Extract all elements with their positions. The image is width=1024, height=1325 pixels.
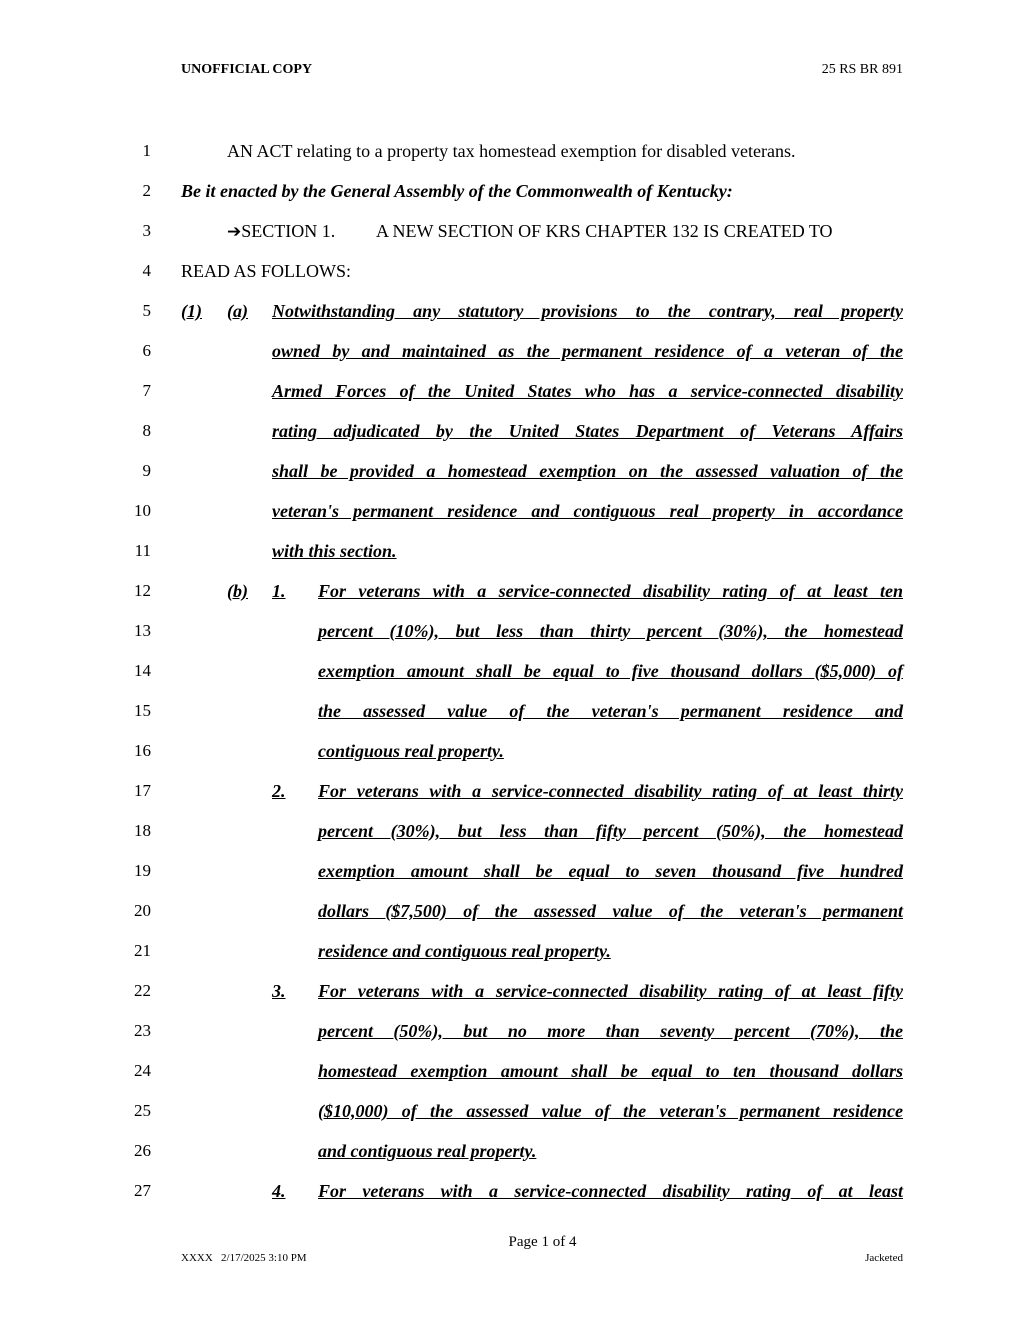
page-number: Page 1 of 4 — [508, 1234, 577, 1250]
line-number: 25 — [134, 1101, 151, 1120]
text-line: the assessed value of the veteran's permanent residence and — [318, 701, 903, 721]
text-line: owned by and maintained as the permanent residence of a veteran of the — [272, 341, 903, 361]
text-line: For veterans with a service-connected disability rating of at least thirty — [318, 781, 903, 801]
text-line: For veterans with a service-connected disability rating of at least fifty — [318, 981, 903, 1001]
act-title: AN ACT relating to a property tax homestead exemption for disabled veterans. — [227, 141, 796, 161]
line-number: 24 — [134, 1061, 151, 1080]
line-number: 15 — [134, 701, 151, 720]
text-line: rating adjudicated by the United States Department of Veterans Affairs — [272, 421, 903, 441]
section-heading — [227, 220, 335, 243]
enacting-clause: Be it enacted by the General Assembly of the Commonwealth of Kentucky: — [181, 181, 733, 201]
text-line: percent (50%), but no more than seventy percent (70%), the — [318, 1021, 903, 1041]
text-line: percent (10%), but less than thirty percent (30%), the homestead — [318, 621, 903, 641]
text-line: homestead exemption amount shall be equal to ten thousand dollars — [318, 1061, 903, 1081]
line-number: 5 — [142, 301, 151, 320]
line-number: 1 — [142, 141, 151, 160]
paragraph-label-a: (a) — [227, 301, 248, 321]
line-number: 18 — [134, 821, 151, 840]
subparagraph-label-3: 3. — [272, 981, 286, 1001]
subparagraph-label-2: 2. — [272, 781, 286, 801]
line-number: 8 — [142, 421, 151, 440]
text-line: Notwithstanding any statutory provisions to the contrary, real property — [272, 301, 903, 321]
text-line: residence and contiguous real property. — [318, 941, 611, 961]
line-number: 9 — [142, 461, 151, 480]
line-number: 20 — [134, 901, 151, 920]
line-number: 27 — [134, 1181, 151, 1200]
subparagraph-label-4: 4. — [272, 1181, 286, 1201]
line-number: 21 — [134, 941, 151, 960]
text-line: ($10,000) of the assessed value of the veteran's permanent residence — [318, 1101, 903, 1121]
line-number: 2 — [142, 181, 151, 200]
text-line: For veterans with a service-connected disability rating of at least — [318, 1181, 903, 1201]
footer-status: Jacketed — [865, 1252, 903, 1264]
line-number: 22 — [134, 981, 151, 1000]
arrow-icon: ➔ — [227, 222, 242, 242]
line-number: 7 — [142, 381, 151, 400]
header-unofficial-copy: UNOFFICIAL COPY — [181, 62, 313, 77]
subparagraph-label-1: 1. — [272, 581, 286, 601]
line-number: 12 — [134, 581, 151, 600]
text-line: Armed Forces of the United States who has a service-connected disability — [272, 381, 903, 401]
text-line: dollars ($7,500) of the assessed value of the veteran's permanent — [318, 901, 903, 921]
text-line: with this section. — [272, 541, 397, 561]
section-heading-rest: A NEW SECTION OF KRS CHAPTER 132 IS CREATED TO — [376, 221, 833, 241]
line-number: 11 — [134, 541, 151, 560]
text-line: veteran's permanent residence and contiguous real property in accordance — [272, 501, 903, 521]
line-number: 3 — [142, 221, 151, 240]
text-line: For veterans with a service-connected disability rating of at least ten — [318, 581, 903, 601]
section-heading-cont: READ AS FOLLOWS: — [181, 261, 352, 281]
line-number: 17 — [134, 781, 151, 800]
text-line: shall be provided a homestead exemption on the assessed valuation of the — [272, 461, 903, 481]
footer-timestamp: XXXX 2/17/2025 3:10 PM — [181, 1252, 307, 1264]
line-number: 4 — [142, 261, 151, 280]
header-bill-number: 25 RS BR 891 — [821, 62, 903, 77]
text-line: percent (30%), but less than fifty percent (50%), the homestead — [318, 821, 903, 841]
section-number: SECTION 1. — [241, 221, 336, 241]
paragraph-label-b: (b) — [227, 581, 248, 601]
line-number: 10 — [134, 501, 151, 520]
subsection-label-1: (1) — [181, 301, 202, 321]
line-number: 19 — [134, 861, 151, 880]
line-number: 26 — [134, 1141, 151, 1160]
line-number: 13 — [134, 621, 151, 640]
text-line: exemption amount shall be equal to seven thousand five hundred — [318, 861, 903, 881]
line-number: 6 — [142, 341, 151, 360]
text-line: contiguous real property. — [318, 741, 504, 761]
line-number: 14 — [134, 661, 151, 680]
line-number: 16 — [134, 741, 151, 760]
line-number: 23 — [134, 1021, 151, 1040]
text-line: and contiguous real property. — [318, 1141, 537, 1161]
text-line: exemption amount shall be equal to five thousand dollars ($5,000) of — [318, 661, 903, 681]
